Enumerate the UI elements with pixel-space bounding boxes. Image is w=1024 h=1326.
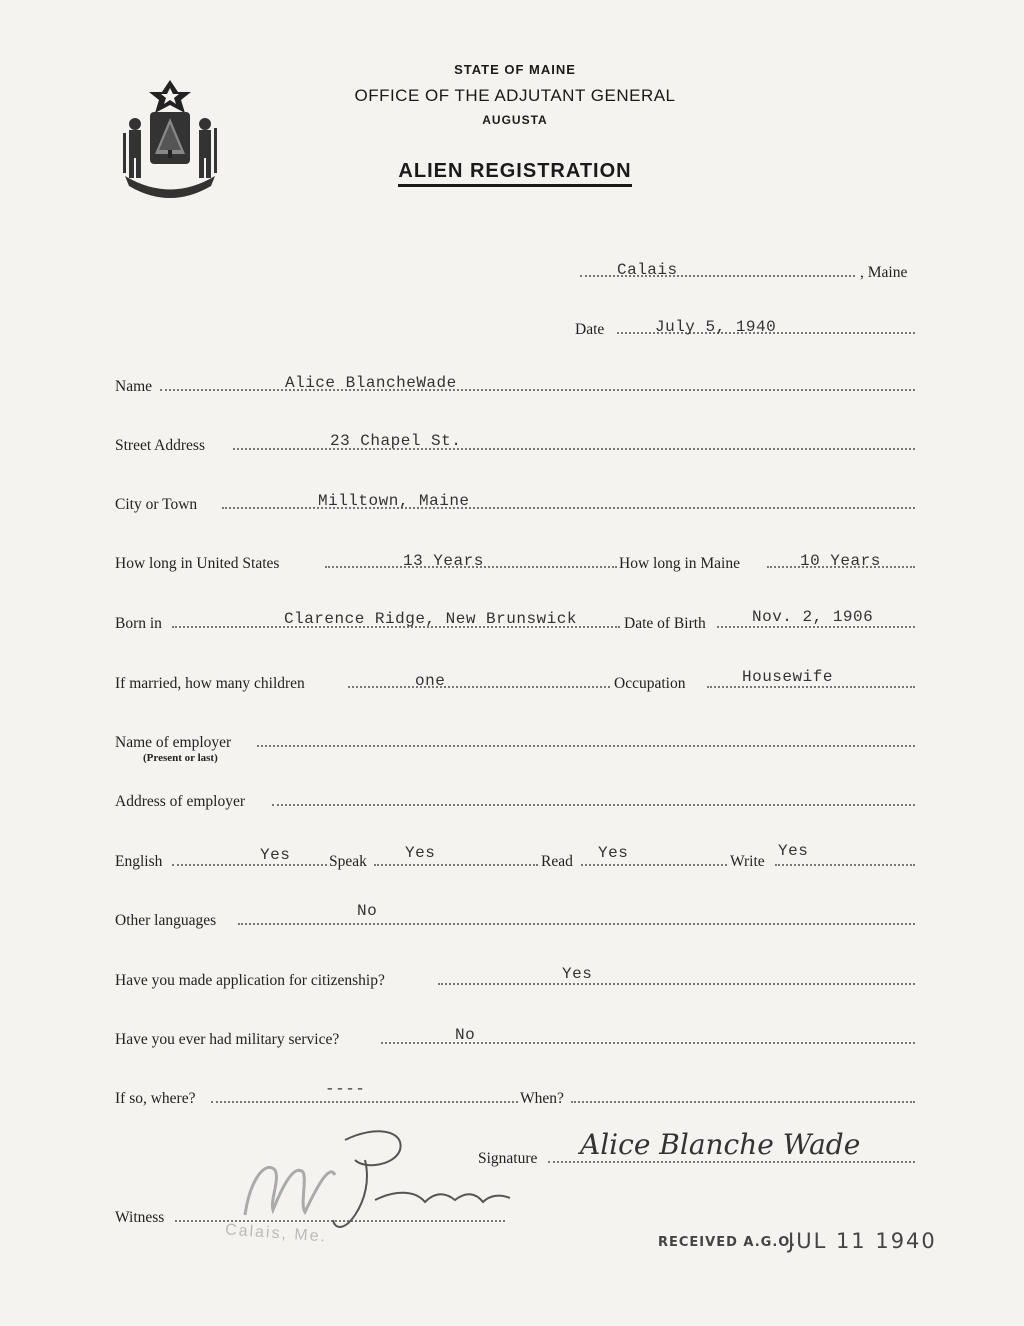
street-value: 23 Chapel St. xyxy=(330,432,462,450)
witness-signature xyxy=(225,1120,525,1240)
english-line xyxy=(172,864,327,866)
place-value: Calais xyxy=(617,261,678,279)
citizenship-value: Yes xyxy=(562,965,593,983)
signature-line xyxy=(548,1161,915,1163)
speak-line xyxy=(374,864,538,866)
dob-line xyxy=(717,626,915,628)
military-value: No xyxy=(455,1026,476,1044)
employer-name-line xyxy=(257,745,915,747)
street-label: Street Address xyxy=(115,437,205,454)
employer-address-label: Address of employer xyxy=(115,793,245,810)
citizenship-label: Have you made application for citizenship? xyxy=(115,972,385,989)
english-value: Yes xyxy=(260,846,291,864)
born-in-label: Born in xyxy=(115,615,162,632)
employer-name-sublabel: (Present or last) xyxy=(143,752,218,764)
employer-name-label: Name of employer xyxy=(115,734,232,751)
speak-label: Speak xyxy=(329,853,367,870)
name-label: Name xyxy=(115,378,153,395)
header-office: OFFICE OF THE ADJUTANT GENERAL xyxy=(354,86,676,105)
children-label: If married, how many children xyxy=(115,675,305,692)
witness-stamp: Calais, Me. xyxy=(224,1221,328,1246)
seal-text: MAINE xyxy=(153,178,193,189)
born-in-value: Clarence Ridge, New Brunswick xyxy=(284,610,577,628)
speak-value: Yes xyxy=(405,844,436,862)
write-label: Write xyxy=(730,853,765,870)
how-long-maine-value: 10 Years xyxy=(800,552,881,570)
employer-address-line xyxy=(272,804,915,806)
other-languages-value: No xyxy=(357,902,378,920)
city-value: Milltown, Maine xyxy=(318,492,470,510)
how-long-us-label: How long in United States xyxy=(115,555,280,572)
english-label: English xyxy=(115,853,163,870)
dob-value: Nov. 2, 1906 xyxy=(752,608,874,626)
dob-label: Date of Birth xyxy=(624,615,706,632)
witness-label: Witness xyxy=(115,1209,165,1226)
where-label: If so, where? xyxy=(115,1090,196,1107)
when-line xyxy=(571,1101,915,1103)
applicant-signature: Alice Blanche Wade xyxy=(580,1128,861,1161)
date-value: July 5, 1940 xyxy=(655,318,777,336)
place-suffix: , Maine xyxy=(860,264,908,281)
when-label: When? xyxy=(520,1090,564,1107)
occupation-label: Occupation xyxy=(614,675,686,692)
read-line xyxy=(581,864,727,866)
other-languages-label: Other languages xyxy=(115,912,217,929)
header-city: AUGUSTA xyxy=(482,113,548,127)
name-value: Alice BlancheWade xyxy=(285,374,457,392)
received-stamp-prefix: RECEIVED A.G.O. xyxy=(658,1235,796,1250)
where-value: ---- xyxy=(325,1080,366,1098)
children-line xyxy=(348,686,610,688)
write-line xyxy=(775,864,915,866)
form-title: ALIEN REGISTRATION xyxy=(300,160,730,183)
how-long-maine-label: How long in Maine xyxy=(619,555,740,572)
read-value: Yes xyxy=(598,844,629,862)
header-state: STATE OF MAINE xyxy=(454,62,576,77)
where-line xyxy=(211,1101,518,1103)
citizenship-line xyxy=(438,983,915,985)
other-languages-line xyxy=(238,923,915,925)
city-label: City or Town xyxy=(115,496,198,513)
write-value: Yes xyxy=(778,842,809,860)
children-value: one xyxy=(415,672,446,690)
name-line xyxy=(160,389,915,391)
signature-label: Signature xyxy=(478,1150,538,1167)
received-stamp-date: JUL 11 1940 xyxy=(788,1229,937,1253)
how-long-us-value: 13 Years xyxy=(403,552,484,570)
read-label: Read xyxy=(541,853,573,870)
occupation-value: Housewife xyxy=(742,668,833,686)
date-label: Date xyxy=(575,321,605,338)
occupation-line xyxy=(707,686,915,688)
military-label: Have you ever had military service? xyxy=(115,1031,340,1048)
